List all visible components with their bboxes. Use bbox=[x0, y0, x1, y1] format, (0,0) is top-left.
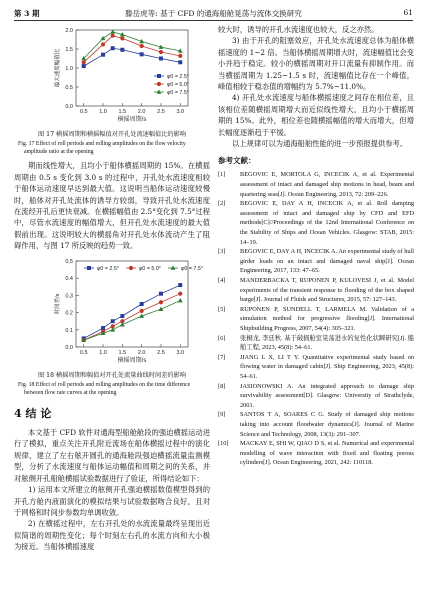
body-paragraph: 1) 运用本文所建立的舷侧开孔强迫横摇数值模型得到的开孔方舱内液面演化的模拟结果与试验数据吻合良好，且对于网格和时间步参数均单调收敛。 bbox=[14, 485, 210, 517]
data-point bbox=[120, 36, 124, 40]
reference-text: 张桐龙, 李廷秋. 基于破损舱室晃荡进水的复性化状瞬研究[J]. 船舶工程, 2023, 45(8): 54–61. bbox=[240, 334, 414, 352]
x-tick-label: 0.5 bbox=[79, 109, 88, 115]
data-point bbox=[120, 314, 124, 318]
series-line bbox=[84, 48, 181, 66]
figure-18-caption-cn: 图 18 横摇周期和幅值对开孔处流量曲线时间差的影响 bbox=[38, 371, 186, 379]
reference-item bbox=[218, 410, 414, 439]
x-tick-label: 2.0 bbox=[137, 109, 146, 115]
figure-18-caption-en: Fig. 18 Effect of roll periods and rolling amplitudes on the time difference between flow rate curves at the opening bbox=[18, 381, 191, 396]
legend-marker bbox=[129, 266, 133, 270]
body-paragraph: 2) 在横摇过程中，左右开孔处的水流流量最终呈现出近似简谐的周期性变化；每个时刻左右孔的水流方向和大小极为接近。当船体横摇速度 bbox=[14, 519, 210, 552]
figure-17 bbox=[14, 24, 210, 156]
figure-18 bbox=[14, 255, 210, 397]
body-paragraph: 3) 由于开孔的阻塞效应，开孔处水流速度总体为船体横摇速度的 1~2 倍。当船体横摇周期增大时，流速幅值比会变小并趋于稳定。较小的横摇周期对开口流量有抑制作用。而当横摇周期为 1.25~1.5 s 时，流速幅值比存在一个峰值，峰值相较于稳态值的增幅约为 5.7%~11.0%。 bbox=[218, 36, 414, 92]
figure-17-chart bbox=[14, 24, 210, 124]
reference-text: MANDERBACKA T, RUPONEN P, KULOVESI J, et al. Model experiments of the transient response to flooding of the box shaped barge[J]. Journal of Fluids and Structures, 2015, 57: 127–143. bbox=[240, 277, 414, 304]
reference-number: [4] bbox=[218, 277, 226, 284]
data-point bbox=[159, 57, 163, 61]
legend-label: φ0 = 7.5° bbox=[167, 90, 189, 96]
reference-number: [7] bbox=[218, 353, 226, 361]
x-axis-label: 横摇周期/s bbox=[117, 357, 147, 364]
section-heading-conclusion: 4 结 论 bbox=[14, 407, 52, 421]
data-point bbox=[140, 302, 144, 306]
data-point bbox=[178, 283, 182, 287]
reference-item bbox=[218, 334, 414, 353]
references-heading: 参考文献： bbox=[218, 156, 256, 166]
reference-text: MACKAY E, SHI W, QIAO D S, et al. Numerical and experimental modelling of wave interaction with fixed and floating porous cylinders[J]. Ocean Engineering, 2021, 242: 110118. bbox=[240, 440, 414, 467]
x-axis-label: 横摇周期/s bbox=[117, 117, 147, 123]
reference-item bbox=[218, 276, 414, 305]
reference-item bbox=[218, 247, 414, 276]
data-point bbox=[110, 327, 115, 331]
page-number: 61 bbox=[403, 8, 413, 17]
data-point bbox=[140, 44, 144, 48]
series-line bbox=[84, 285, 181, 338]
figure-17-caption-en: Fig. 17 Effect of roll periods and rolling amplitudes on the flow velocity amplitude ratio at the opening bbox=[18, 141, 186, 156]
y-tick-label: 0.2 bbox=[65, 310, 73, 317]
reference-text: BEGOVIC E, MORTOLA G, INCECIK A, et al. Experimental assessment of intact and damaged ship motions in head, beam and quartering seas[J]. Ocean Engineering, 2013, 72: 209–226. bbox=[240, 171, 414, 198]
reference-item bbox=[218, 170, 414, 199]
reference-text: RUPONEN P, SUNDELL T, LARMELA M. Validation of a simulation method for progressive flooding[J]. International Shipbuilding Progress, 2007, 54(4): 305–321. bbox=[240, 305, 414, 332]
data-point bbox=[120, 48, 124, 52]
reference-text: JIANG L X, LI T Y. Quantitative experimental study based on flowing water in damaged cabin[J]. Ship Engineering, 2023, 45(8): 54–61. bbox=[240, 353, 414, 380]
data-series bbox=[82, 266, 183, 342]
legend-marker bbox=[87, 266, 91, 270]
data-point bbox=[101, 36, 106, 40]
data-point bbox=[178, 298, 183, 302]
data-point bbox=[159, 50, 163, 54]
figure-17-caption-cn: 图 17 横摇周期和横摇幅值对开孔处流速幅值比的影响 bbox=[38, 131, 186, 138]
left-column bbox=[14, 24, 210, 553]
series-line bbox=[84, 32, 181, 59]
data-point bbox=[159, 300, 163, 304]
reference-item bbox=[218, 439, 414, 468]
reference-number: [1] bbox=[218, 171, 226, 179]
y-tick-label: 0.1 bbox=[65, 327, 73, 334]
body-paragraph: 以上规律可以为通海船舶性能的进一步预报提供参考。 bbox=[232, 139, 408, 149]
x-tick-label: 3.0 bbox=[176, 109, 185, 115]
x-tick-label: 1.0 bbox=[99, 109, 107, 115]
x-tick-label: 2.0 bbox=[137, 349, 146, 356]
data-point bbox=[101, 53, 105, 57]
y-tick-label: 1.0 bbox=[65, 66, 73, 72]
right-column bbox=[218, 24, 414, 468]
reference-number: [2] bbox=[218, 200, 226, 208]
data-point bbox=[82, 64, 86, 68]
reference-item bbox=[218, 305, 414, 334]
body-paragraph: 期而线性增大，且均小于船体横摇周期的 15%。在横摇周期由 0.5 s 变化到 3.0 s 的过程中，开孔处水流速度相较于船体运动速度早达到最大值。这说明当船体运动速度较慢时，船体对开孔处流体的诱导方较弱，导致开孔处水流速度在流经开孔后更快衰减。在横摇幅值由 2.5°变化到 7.5°过程中，尽管水流速度的幅值增大，但开孔处水流速度的最大值假前出现。这说明较大的横摇角对开孔处水体流动产生了阻碍作用，与图 17 所反映的趋势一致。 bbox=[14, 161, 210, 251]
reference-item bbox=[218, 353, 414, 382]
running-title: 滕岳虎等: 基于 CFD 的通海船舱晃荡与流体交换研究 bbox=[125, 9, 302, 18]
y-tick-label: 0.4 bbox=[65, 275, 73, 282]
data-series bbox=[82, 46, 189, 80]
x-tick-label: 3.0 bbox=[176, 349, 185, 356]
legend-label: φ0 = 5.0° bbox=[167, 82, 189, 88]
page-header bbox=[14, 8, 413, 21]
reference-number: [5] bbox=[218, 305, 226, 313]
legend-marker bbox=[157, 82, 161, 86]
x-tick-label: 2.5 bbox=[157, 349, 165, 356]
data-point bbox=[140, 52, 144, 56]
data-point bbox=[111, 46, 115, 50]
y-axis-label: 时间差/s bbox=[55, 293, 61, 315]
body-paragraph: 较大时，诱导的开孔水流速度也较大，反之亦然。 bbox=[218, 25, 379, 34]
y-tick-label: 0.5 bbox=[65, 258, 73, 265]
legend-marker bbox=[157, 74, 161, 78]
reference-text: JASIONOWSKI A. An integrated approach to damage ship survivability assessment[D]. Glasgow: University of Strathclyde, 2001. bbox=[240, 382, 414, 409]
series-line bbox=[84, 36, 181, 63]
reference-list bbox=[218, 170, 414, 467]
legend-label: φ0 = 2.5° bbox=[167, 74, 189, 80]
reference-text: BEGOVIC E, DAY A H, INCECIK A. An experimental study of hull girder loads on an intact and damaged naval ship[J]. Ocean Engineering, 2017, 133: 47–65. bbox=[240, 248, 414, 275]
reference-number: [3] bbox=[218, 248, 226, 256]
reference-number: [10] bbox=[218, 440, 229, 448]
plot-area bbox=[76, 261, 188, 347]
y-tick-label: 0.0 bbox=[65, 344, 73, 351]
reference-text: BEGOVIC E, DAY A H, INCECIK A, et al. Roll damping assessment of intact and damaged ship by CFD and EFD methods[C]//Proceedings of the 12nd International Conference on the Stability of Ships and Ocean Vehicles. Glasgow: STAB, 2015: 14–19. bbox=[240, 200, 414, 246]
reference-item bbox=[218, 199, 414, 247]
y-tick-label: 0.0 bbox=[65, 104, 73, 110]
series-line bbox=[84, 300, 181, 340]
data-point bbox=[159, 291, 163, 295]
legend-label: φ0 = 5.0° bbox=[139, 265, 161, 272]
data-point bbox=[111, 319, 115, 323]
x-tick-label: 0.5 bbox=[79, 349, 88, 356]
x-tick-label: 1.0 bbox=[99, 349, 107, 356]
data-point bbox=[82, 60, 86, 64]
issue-number: 第 3 期 bbox=[14, 9, 40, 18]
data-point bbox=[178, 54, 182, 58]
y-tick-label: 0.5 bbox=[65, 85, 73, 91]
data-point bbox=[140, 308, 144, 312]
legend-label: φ0 = 7.5° bbox=[181, 265, 203, 272]
y-axis-label: 最大速度幅值比 bbox=[55, 48, 61, 88]
figure-18-chart bbox=[14, 255, 210, 365]
reference-text: SANTOS T A, SOARES C G. Study of damaged ship motions taking into account floodwater dynamics[J]. Journal of Marine Science and Technology, 2008, 13(3): 291–307. bbox=[240, 411, 414, 438]
x-tick-label: 1.5 bbox=[118, 349, 127, 356]
reference-item bbox=[218, 382, 414, 411]
data-point bbox=[178, 60, 182, 64]
series-line bbox=[84, 293, 181, 339]
y-tick-label: 1.5 bbox=[65, 47, 73, 53]
body-paragraph: 4) 开孔处水流速度与船体横摇速度之间存在相位差，且该相位差随横摇周期增大而近似线性增大，且均小于横摇周期的 15%。此外，相位差也随横摇幅值的增大而增大，但增长幅度逐渐趋于平缓。 bbox=[218, 93, 414, 137]
x-tick-label: 1.5 bbox=[118, 109, 127, 115]
x-tick-label: 2.5 bbox=[157, 109, 165, 115]
data-point bbox=[111, 34, 115, 38]
y-tick-label: 0.3 bbox=[65, 293, 73, 300]
data-series bbox=[82, 266, 183, 340]
reference-number: [9] bbox=[218, 411, 226, 419]
legend-label: φ0 = 2.5° bbox=[97, 265, 119, 272]
body-paragraph: 本文基于 CFD 软件对通海型船舱舱段的强迫横摇运动进行了模拟，重点关注开孔附近流场在船体横摇过程中的演化规律，建立了左右舷开圆孔的通海舱段强迫横摇流量监测模型，分析了水流速度与船体运动幅值和周期之间的关系，并对舷侧开孔船舱横摇试验数据进行了验证，所得结论如下： bbox=[14, 428, 210, 483]
data-point bbox=[101, 42, 105, 46]
y-tick-label: 2.0 bbox=[65, 28, 73, 34]
data-point bbox=[178, 291, 182, 295]
reference-number: [8] bbox=[218, 382, 226, 390]
reference-number: [6] bbox=[218, 334, 226, 342]
